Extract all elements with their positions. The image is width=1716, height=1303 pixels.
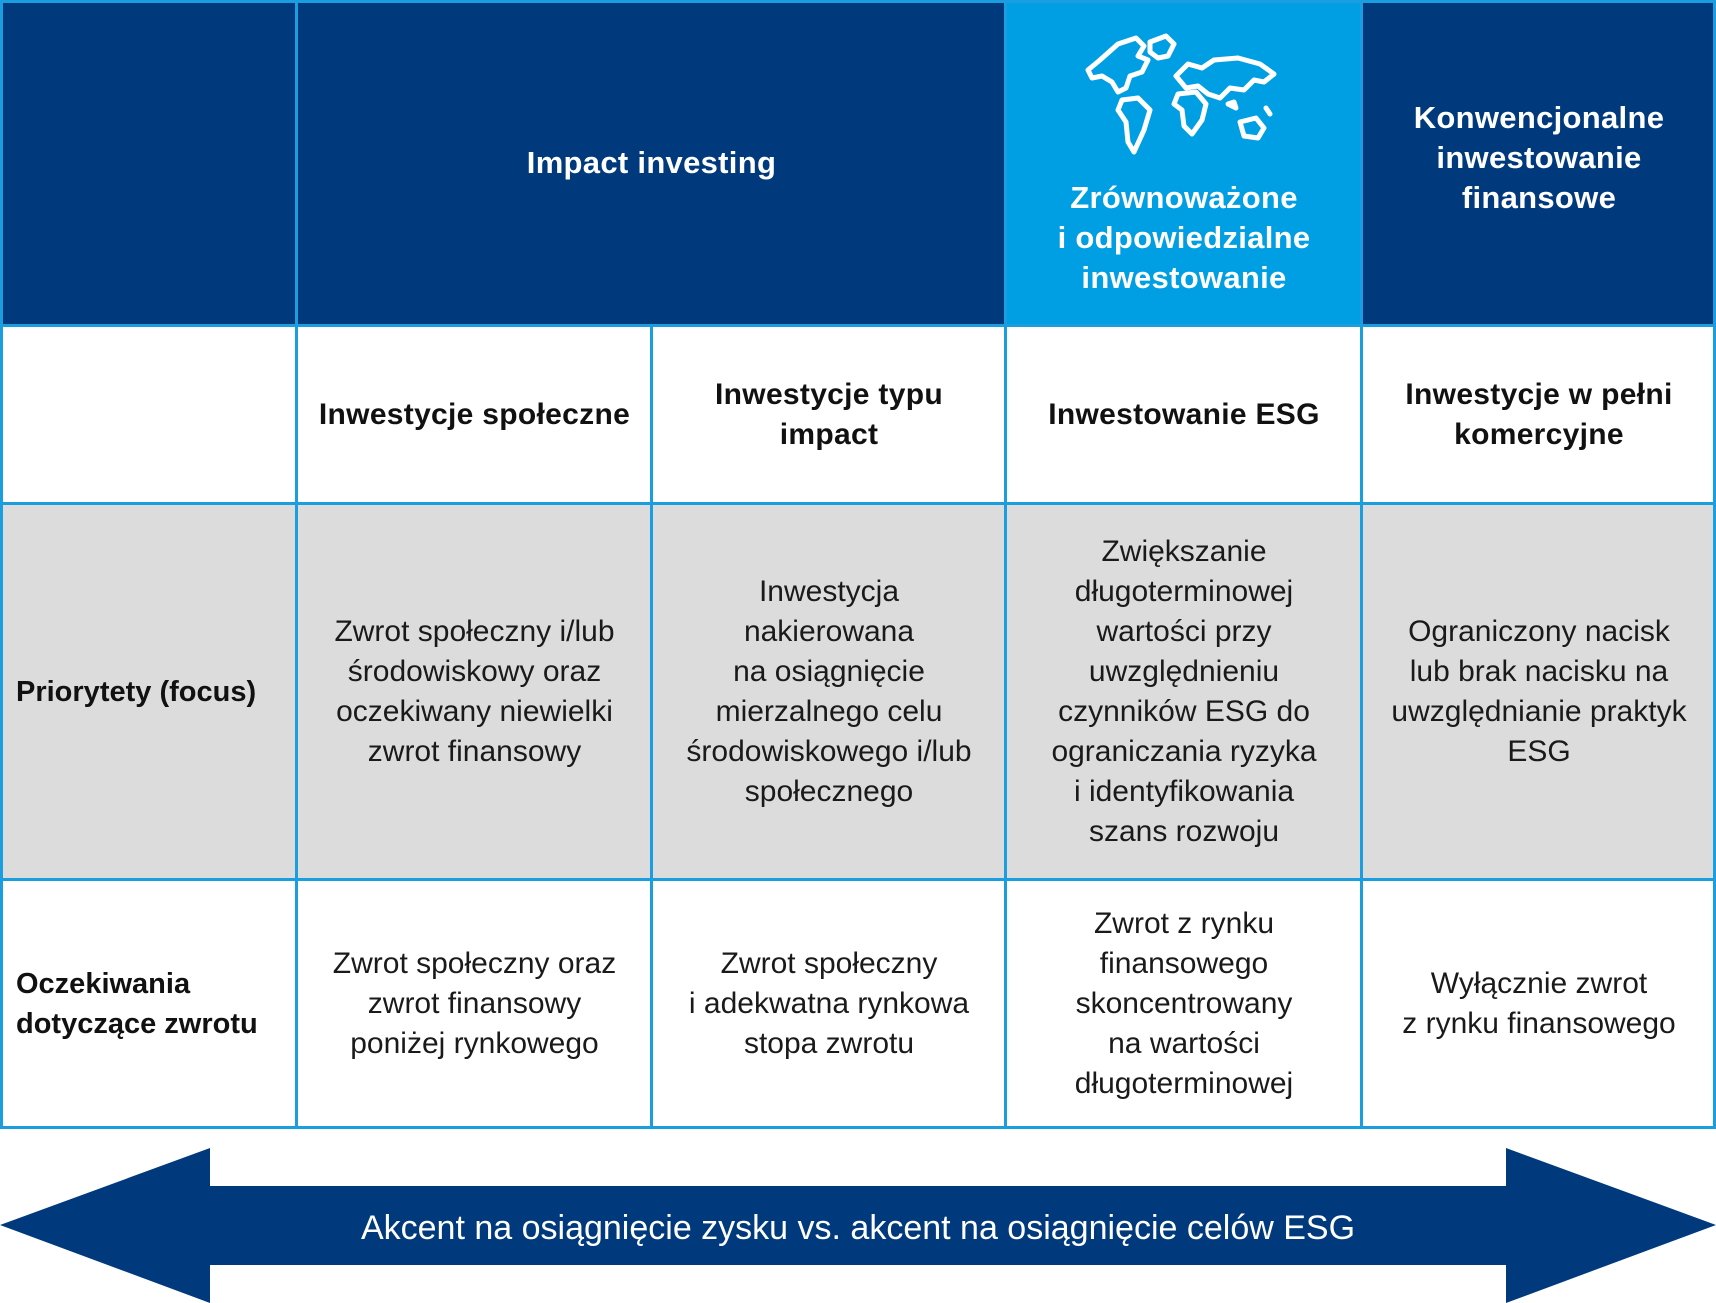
table-cell: Zwrot społeczny i adekwatna rynkowa stopa zwrotu: [652, 880, 1006, 1128]
grid-line: [1360, 0, 1363, 1129]
arrow-label: Akcent na osiągnięcie zysku vs. akcent na osiągnięcie celów ESG: [360, 1208, 1356, 1247]
grid-line: [650, 324, 653, 1129]
table-cell: Zwrot z rynku finansowego skoncentrowany na wartości długoterminowej: [1006, 880, 1362, 1128]
column-header-impact: Inwestycje typu impact: [652, 326, 1006, 504]
header-conventional: Konwencjonalne inwestowanie finansowe: [1362, 0, 1716, 326]
world-map-icon: [1078, 30, 1278, 160]
table-cell: Zwiększanie długoterminowej wartości przy uwzględnieniu czynników ESG do ograniczania ryzyka i identyfikowania szans rozwoju: [1006, 504, 1362, 880]
table-cell: Inwestycja nakierowana na osiągnięcie mierzalnego celu środowiskowego i/lub społecznego: [652, 504, 1006, 880]
grid-line: [1004, 0, 1007, 1129]
row-label-return-expectations: Oczekiwania dotyczące zwrotu: [0, 880, 297, 1128]
column-header-esg: Inwestowanie ESG: [1006, 326, 1362, 504]
row-label-priorities: Priorytety (focus): [0, 504, 297, 880]
grid-line: [0, 0, 3, 1129]
table-cell: Zwrot społeczny i/lub środowiskowy oraz oczekiwany niewielki zwrot finansowy: [297, 504, 652, 880]
header-impact-investing: Impact investing: [297, 0, 1006, 326]
header-sustainable-title: Zrównoważone i odpowiedzialne inwestowanie: [1057, 180, 1311, 295]
grid-line: [295, 0, 298, 1129]
grid-line: [0, 1126, 1716, 1129]
header-empty-corner: [0, 0, 297, 326]
grid-line: [0, 0, 1716, 3]
table-cell: Wyłącznie zwrot z rynku finansowego: [1362, 880, 1716, 1128]
column-header-social: Inwestycje społeczne: [297, 326, 652, 504]
column-header-commercial: Inwestycje w pełni komercyjne: [1362, 326, 1716, 504]
table-cell: Ograniczony nacisk lub brak nacisku na uwzględnianie praktyk ESG: [1362, 504, 1716, 880]
grid-line: [0, 324, 1716, 327]
table-cell: Zwrot społeczny oraz zwrot finansowy poniżej rynkowego: [297, 880, 652, 1128]
grid-line: [0, 502, 1716, 505]
subheader-empty-corner: [0, 326, 297, 504]
grid-line: [0, 878, 1716, 881]
